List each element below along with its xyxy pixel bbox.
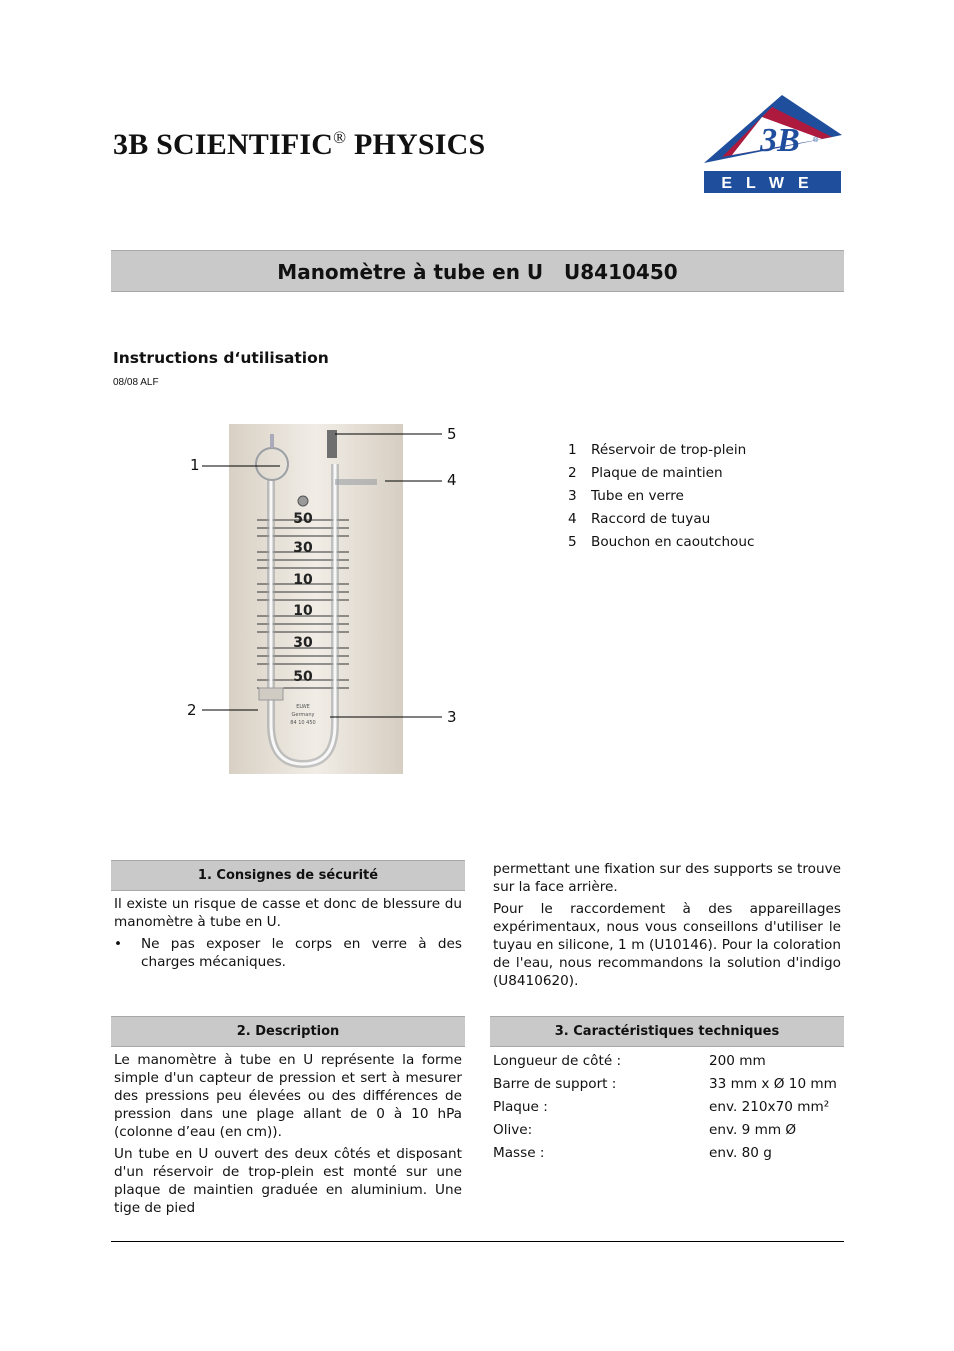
paragraph: Il existe un risque de casse et donc de blessure du manomètre à tube en U.: [114, 896, 462, 930]
paragraph: Le manomètre à tube en U représente la forme simple d'un capteur de pression et sert à mesurer des pressions peu élevées ou des différences de pression dans une plage allant de 0 à 10 hPa (colonne d’eau (en cm)).: [114, 1052, 462, 1140]
scale-label: 50: [293, 511, 313, 527]
scale-label: 50: [293, 669, 313, 685]
callout-lines: [180, 420, 470, 740]
callout-4: 4: [447, 471, 457, 489]
table-row: Olive: env. 9 mm Ø: [493, 1122, 797, 1138]
callout-2: 2: [187, 701, 197, 719]
table-row: Barre de support : 33 mm x Ø 10 mm: [493, 1076, 837, 1092]
list-item: 2 Plaque de maintien: [568, 465, 723, 481]
paragraph: Pour le raccordement à des appareillages expérimentaux, nous vous conseillons d'utiliser le tuyau en silicone, 1 m (U10146). Pour la coloration de l'eau, nous recommandons la solution d'indigo (U8410620).: [493, 901, 841, 989]
brand-title: [113, 128, 485, 162]
logo-elwe-text: ELWE: [721, 175, 823, 192]
document-title: Manomètre à tube en U U8410450: [111, 250, 844, 292]
list-item: 3 Tube en verre: [568, 488, 684, 504]
table-row: Masse : env. 80 g: [493, 1145, 772, 1161]
paragraph: permettant une fixation sur des supports se trouve sur la face arrière.: [493, 861, 841, 895]
callout-3: 3: [447, 708, 457, 726]
specs-table: [493, 1051, 841, 1166]
list-item: 4 Raccord de tuyau: [568, 511, 711, 527]
brand-name: 3B SCIENTIFIC: [113, 128, 334, 161]
callout-5: 5: [447, 425, 457, 443]
logo-reg-mark: ®: [813, 137, 819, 144]
list-item: 1 Réservoir de trop-plein: [568, 442, 747, 458]
parts-list: [568, 440, 754, 555]
3b-elwe-logo: [702, 95, 842, 195]
scale-label: 30: [293, 540, 313, 556]
section-heading-safety: 1. Consignes de sécurité: [111, 860, 465, 891]
scale-label: 10: [293, 603, 313, 619]
logo-mark-text: 3B: [760, 122, 800, 159]
doc-code: 08/08 ALF: [113, 377, 159, 388]
paragraph: Un tube en U ouvert des deux côtés et disposant d'un réservoir de trop-plein est monté sur une plaque de maintien graduée en aluminium. Une tige de pied: [114, 1146, 462, 1216]
callout-1: 1: [190, 456, 200, 474]
table-row: Plaque : env. 210x70 mm²: [493, 1099, 830, 1115]
scale-label: 10: [293, 572, 313, 588]
description-text: [114, 1051, 462, 1221]
brand-suffix: PHYSICS: [346, 128, 486, 161]
footer-rule: [111, 1241, 844, 1242]
scale-label: 30: [293, 635, 313, 651]
safety-text: [114, 895, 462, 971]
bullet-icon: •: [114, 936, 123, 952]
table-row: Longueur de côté : 200 mm: [493, 1053, 766, 1069]
list-item: 5 Bouchon en caoutchouc: [568, 534, 755, 550]
plate-text: Germany: [291, 712, 315, 718]
registered-mark: ®: [333, 128, 347, 147]
plate-text: 84 10 450: [290, 720, 316, 726]
description-continuation: [493, 860, 841, 994]
plate-text: ELWE: [296, 704, 310, 710]
instructions-heading: Instructions d‘utilisation: [113, 349, 329, 367]
section-heading-specs: 3. Caractéristiques techniques: [490, 1016, 844, 1047]
section-heading-description: 2. Description: [111, 1016, 465, 1047]
bullet-item: • Ne pas exposer le corps en verre à des charges mécaniques.: [114, 936, 462, 970]
